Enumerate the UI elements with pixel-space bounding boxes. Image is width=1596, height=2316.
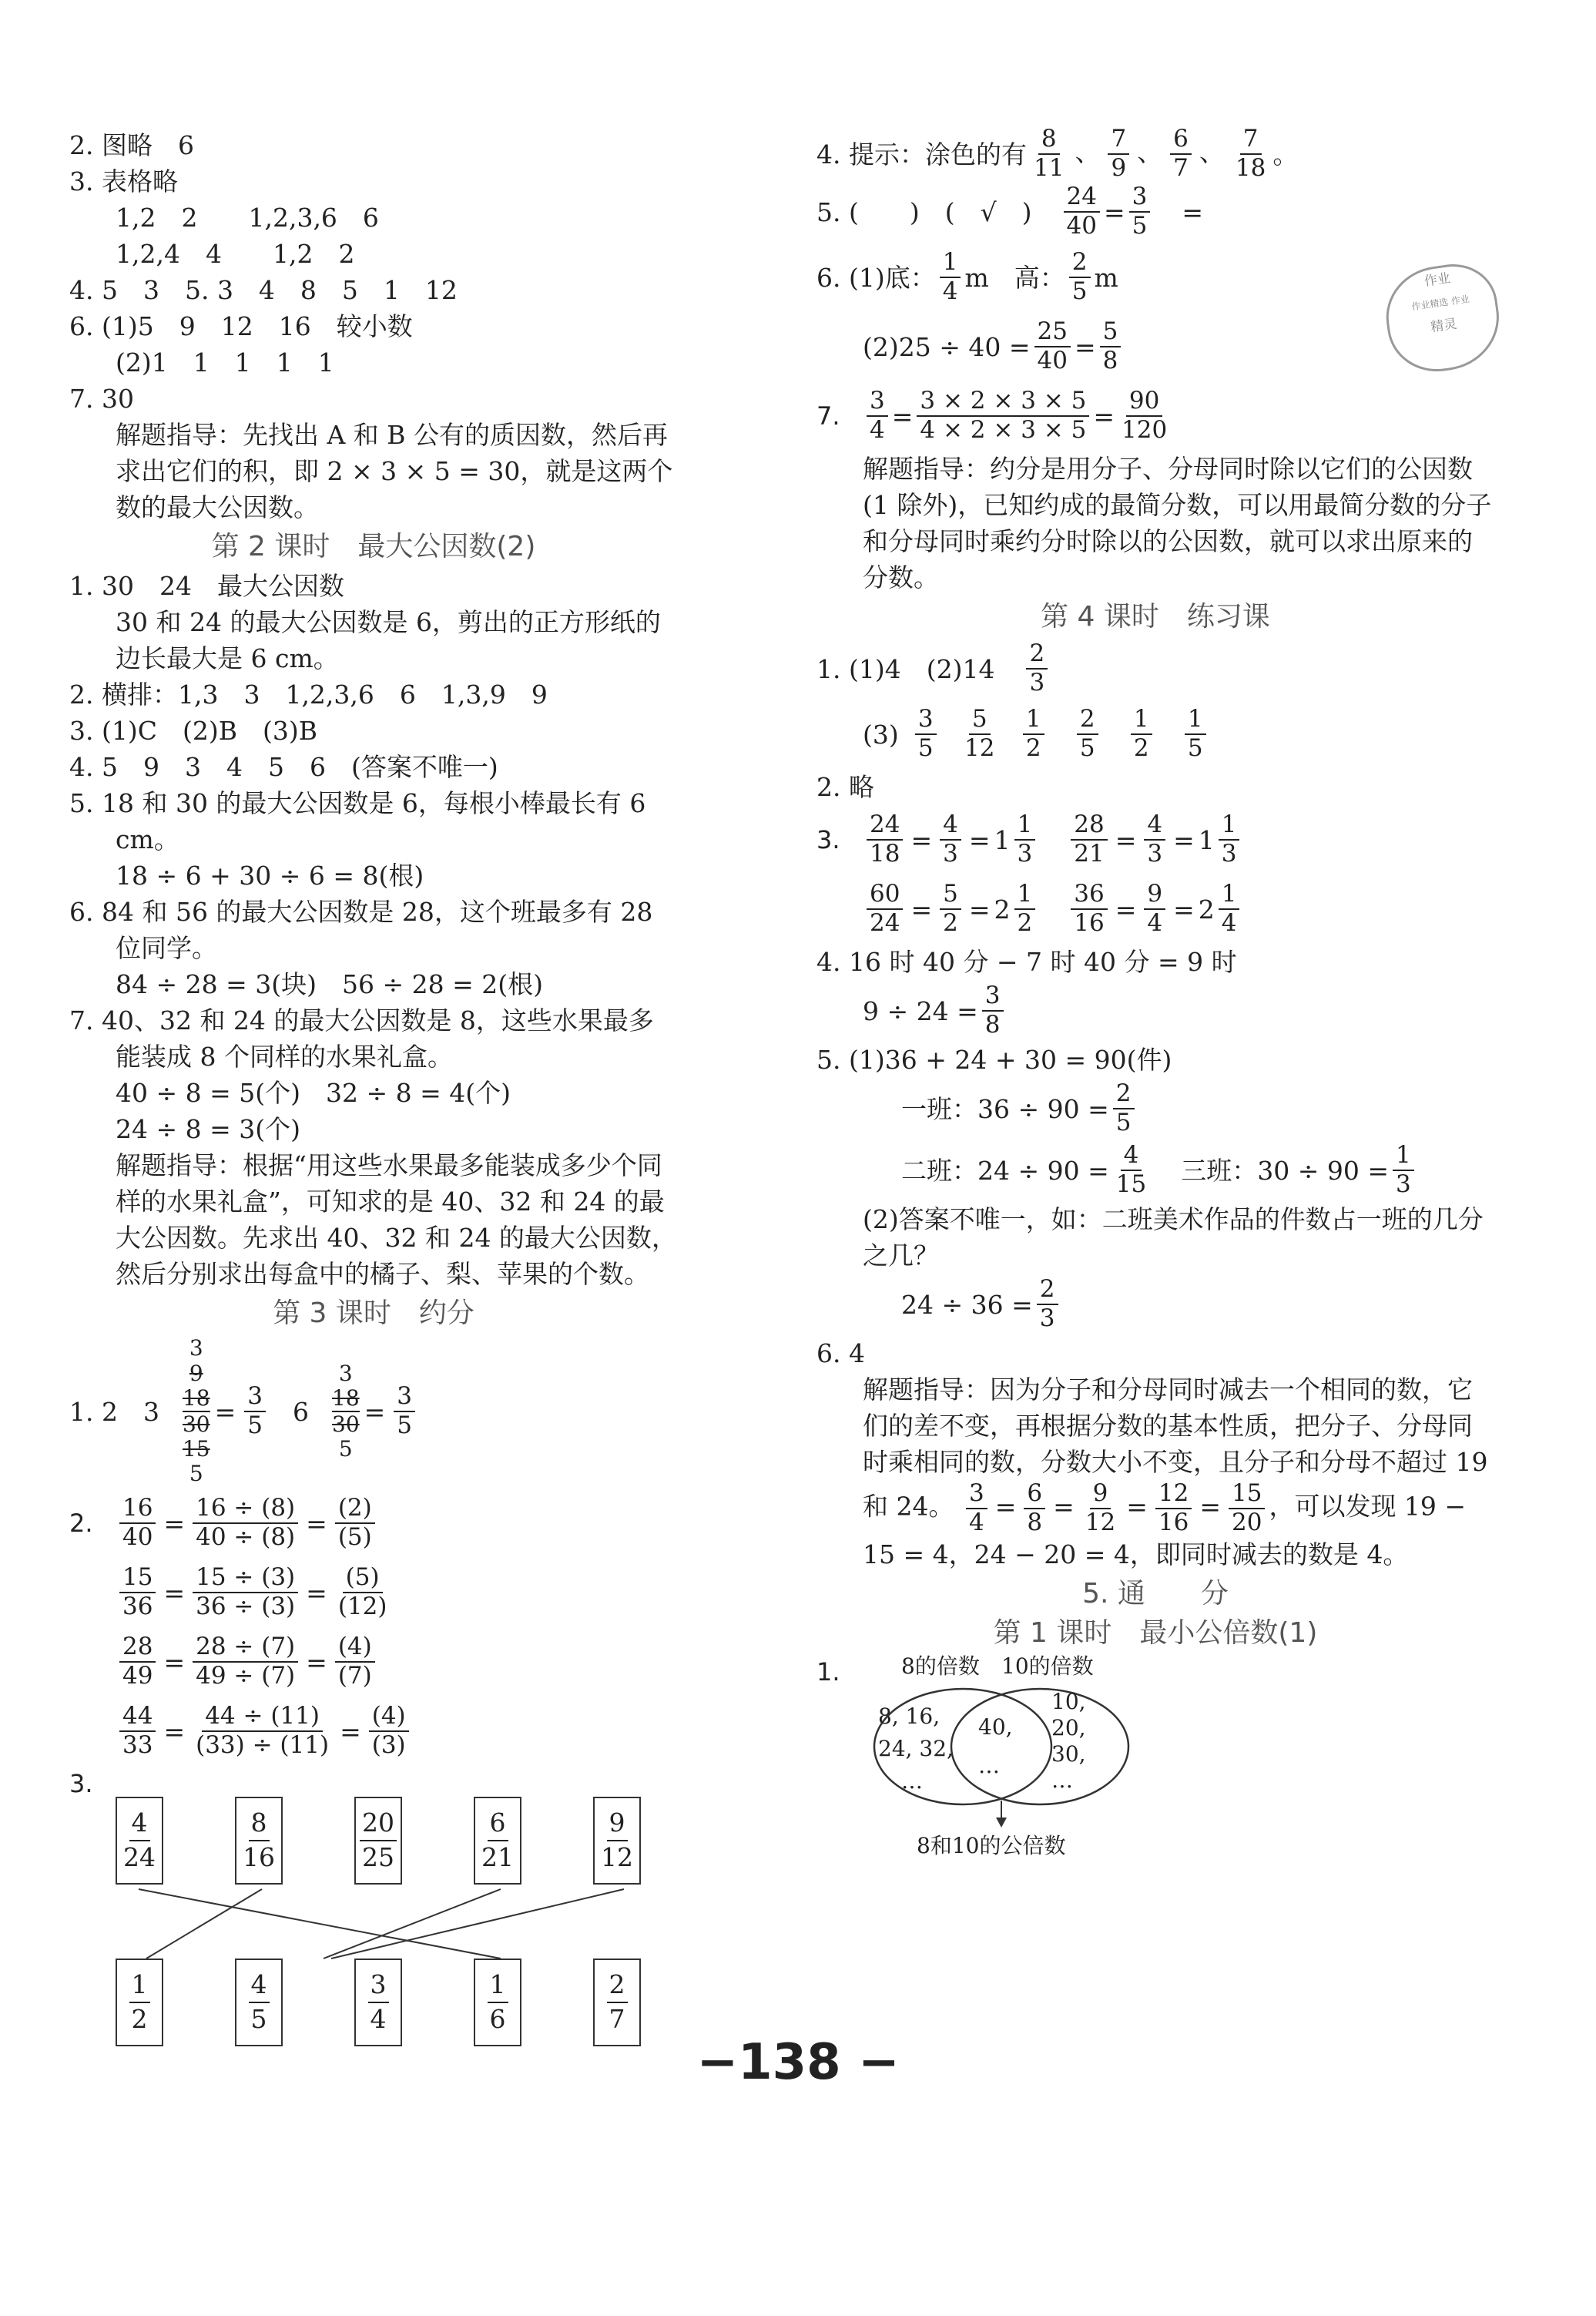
reduce-row: $\frac{15}{36}$ = $\frac{15 \div (3)}{36 \div (3)}$ = $\frac{(5)}{(12)}$ <box>69 1558 678 1627</box>
right-column <box>816 125 1494 1859</box>
venn-label: 10的倍数 <box>1001 1653 1094 1680</box>
fraction: $\frac{24}{40}$ <box>1064 183 1100 240</box>
fraction: $\frac{28}{49}$ <box>119 1633 156 1690</box>
small-number: 30 <box>182 1411 210 1437</box>
fraction: $\frac{1}{3}$ <box>1219 811 1240 868</box>
section-heading: 第 3 课时 约分 <box>273 1297 474 1329</box>
answer-line: 6. 4 <box>816 1338 865 1368</box>
answer-line: 40 ÷ 8 = 5(个) 32 ÷ 8 = 4(个) <box>116 1078 511 1108</box>
fraction: $\frac{1}{2}$ <box>1131 706 1152 762</box>
small-number: 5 <box>189 1461 203 1487</box>
answer-line: 18 ÷ 6 + 30 ÷ 6 = 8(根) <box>116 861 424 891</box>
fraction: $\frac{2}{5}$ <box>1077 706 1098 762</box>
answer-line: 30 和 24 的最大公因数是 6，剪出的正方形纸的边长最大是 6 cm。 <box>116 607 661 673</box>
answer-line: 3. 表格略 <box>69 166 178 196</box>
answer-line: 1,2,4 4 1,2 2 <box>116 239 355 269</box>
reduce-row: $\frac{44}{33}$ = $\frac{44 \div (11)}{(33) \div (11)}$ = $\frac{(4)}{(3)}$ <box>69 1697 678 1766</box>
fraction: $\frac{16 \div (8)}{40 \div (8)}$ <box>193 1495 298 1551</box>
answer-line: 5. 18 和 30 的最大公因数是 6，每根小棒最长有 6 cm。 <box>69 788 646 854</box>
answer-line: 6. 84 和 56 的最大公因数是 28，这个班最多有 28 位同学。 <box>69 897 653 963</box>
fraction: $\frac{(5)}{(12)}$ <box>337 1563 387 1620</box>
stamp-logo: 作业 作业精选 作业 精灵 <box>1380 259 1506 378</box>
answer-line: 3. (1)C (2)B (3)B <box>69 716 317 746</box>
fraction: $\frac{6}{8}$ <box>1024 1480 1045 1536</box>
reduce-row: 2. $\frac{16}{40}$ = $\frac{16 \div (8)}{40 \div (8)}$ = $\frac{(2)}{(5)}$ <box>69 1489 678 1558</box>
answer-line: 3. $\frac{24}{18}$ = $\frac{4}{3}$ = 1 $\frac{1}{3}$ $\frac{28}{21}$ = $\frac{4}{3}$ = 1 $\frac{1}{3}$ <box>816 805 1494 874</box>
fraction-list <box>899 706 1222 762</box>
page-number: −138 − <box>696 2034 900 2091</box>
fraction: $\frac{44}{33}$ <box>119 1703 156 1759</box>
answer-line: 4. 5 9 3 4 5 6 (答案不唯一) <box>69 752 498 782</box>
fraction-card: 9 12 <box>593 1797 641 1885</box>
answer-line: 5. ( ) ( √ ) $\frac{24}{40}$ = $\frac{3}{5}$ = <box>816 183 1204 240</box>
fraction: $\frac{5}{12}$ <box>964 705 995 762</box>
answer-line: 4. 提示：涂色的有 $\frac{8}{11}$ 、 $\frac{7}{9}$ 、 $\frac{6}{7}$ 、 $\frac{7}{18}$ 。 <box>816 125 1299 182</box>
fraction: $\frac{12}{16}$ <box>1155 1480 1192 1536</box>
question-number: 3. <box>69 1769 93 1798</box>
fraction-card: 1 6 <box>474 1959 521 2046</box>
answer-line: 24 ÷ 36 = $\frac{2}{3}$ <box>816 1274 1494 1335</box>
fraction: $\frac{9}{12}$ <box>1085 1479 1116 1536</box>
fraction: $\frac{24}{18}$ <box>867 811 903 868</box>
section-heading: 第 4 课时 练习课 <box>1041 601 1270 633</box>
fraction: $\frac{1}{2}$ <box>1014 881 1036 937</box>
fraction: $\frac{44 \div (11)}{(33) \div (11)}$ <box>196 1702 330 1759</box>
fraction-card: 3 4 <box>354 1959 402 2046</box>
fraction-card: 1 2 <box>116 1959 163 2046</box>
venn-label: 8的倍数 <box>901 1653 980 1680</box>
small-number: 18 <box>183 1386 210 1412</box>
answer-line: (2)答案不唯一，如：二班美术作品的件数占一班的几分之几？ <box>863 1204 1484 1270</box>
section-heading: 第 1 课时 最小公倍数(1) <box>993 1617 1318 1650</box>
answer-line: 4. 16 时 40 分 − 7 时 40 分 = 9 时 <box>816 947 1237 977</box>
small-number: 9 <box>189 1360 203 1386</box>
fraction: $\frac{1}{5}$ <box>1185 706 1206 762</box>
fraction: $\frac{1}{2}$ <box>1023 706 1044 762</box>
fraction-card: 6 21 <box>474 1797 521 1885</box>
hint-paragraph: 解题指导：根据“用这些水果最多能装成多少个同样的水果礼盒”，可知求的是 40、32 和 24 的最大公因数。先求出 40、32 和 24 的最大公因数，然后分别求出每盒中的橘子、梨、苹果的个数。 <box>116 1150 677 1289</box>
venn-right-set: 10, 20, 30, … <box>1051 1689 1086 1794</box>
venn-bottom-label: 8和10的公倍数 <box>917 1833 1066 1859</box>
answer-text: 6 <box>293 1396 309 1427</box>
fraction: $\frac{9}{4}$ <box>1144 881 1165 937</box>
answer-line: 一班：36 ÷ 90 = $\frac{2}{5}$ <box>816 1078 1494 1140</box>
fraction: $\frac{2}{5}$ <box>1113 1080 1135 1136</box>
answer-line: 2. 略 <box>816 772 874 802</box>
answer-line: 6. (1)底： $\frac{1}{4}$ m 高： $\frac{2}{5}$ m <box>816 248 1118 305</box>
fraction-card: 4 24 <box>116 1797 163 1885</box>
fraction: $\frac{5}{2}$ <box>940 881 961 937</box>
fraction: $\frac{28 \div (7)}{49 \div (7)}$ <box>193 1633 298 1690</box>
fraction: $\frac{3}{4}$ <box>966 1480 987 1536</box>
cross-out-fraction <box>183 1336 210 1486</box>
fraction: $\frac{(2)}{(5)}$ <box>335 1495 375 1551</box>
fraction: $\frac{2}{5}$ <box>1069 249 1091 305</box>
fraction: $\frac{90}{120}$ <box>1122 387 1168 444</box>
fraction: $\frac{16}{40}$ <box>119 1495 156 1551</box>
answer-line: 7. 30 <box>69 384 134 414</box>
answer-line: (2)1 1 1 1 1 <box>116 347 334 378</box>
fraction: $\frac{3 \times 2 \times 3 \times 5}{4 \times 2 \times 3 \times 5}$ <box>917 388 1089 444</box>
cross-out-fraction <box>332 1361 360 1462</box>
fraction: $\frac{3}{8}$ <box>982 982 1004 1039</box>
answer-line: 6. (1)5 9 12 16 较小数 <box>69 311 413 341</box>
fraction: $\frac{1}{4}$ <box>1219 881 1240 937</box>
answer-line: 24 ÷ 8 = 3(个) <box>116 1114 300 1144</box>
answer-text: 1. 2 3 <box>69 1396 159 1427</box>
answer-line: 1,2 2 1,2,3,6 6 <box>116 203 379 233</box>
fraction: $\frac{(4)}{(7)}$ <box>335 1633 375 1690</box>
fraction: $\frac{60}{24}$ <box>867 881 903 937</box>
fraction: $\frac{2}{3}$ <box>1026 640 1048 696</box>
fraction-card: 4 5 <box>235 1959 283 2046</box>
reduce-row: $\frac{28}{49}$ = $\frac{28 \div (7)}{49 \div (7)}$ = $\frac{(4)}{(7)}$ <box>69 1627 678 1697</box>
fraction: $\frac{3}{5}$ <box>1129 183 1151 240</box>
answer-line: 9 ÷ 24 = $\frac{3}{8}$ <box>816 980 1494 1042</box>
fraction: $\frac{3}{4}$ <box>867 388 888 444</box>
left-column <box>69 127 678 2059</box>
fraction: $\frac{8}{11}$ <box>1033 125 1065 182</box>
fraction: $\frac{15}{20}$ <box>1229 1480 1265 1536</box>
venn-question-1 <box>816 1653 1494 1859</box>
section-heading: 第 2 课时 最大公因数(2) <box>211 531 536 562</box>
fraction: $\frac{7}{9}$ <box>1108 126 1129 182</box>
matching-question-3 <box>69 1766 678 2059</box>
fraction: $\frac{36}{16}$ <box>1071 881 1107 937</box>
small-number: 30 <box>332 1411 360 1437</box>
fraction: $\frac{2}{3}$ <box>1037 1276 1058 1332</box>
fraction: $\frac{7}{18}$ <box>1235 125 1266 182</box>
small-number: 15 <box>182 1436 210 1462</box>
fraction: $\frac{(4)}{(3)}$ <box>369 1703 409 1759</box>
fraction: $\frac{3}{5}$ <box>244 1383 266 1439</box>
fraction: $\frac{1}{3}$ <box>1393 1142 1414 1198</box>
reduce-question-1: 1. 2 3 3 9 18 30 15 5 = $\frac{3}{5}$ 6 3 18 30 5 = $\frac{3}{5}$ <box>69 1334 678 1489</box>
fraction: $\frac{28}{21}$ <box>1071 811 1107 868</box>
question-number: 1. <box>816 1657 840 1687</box>
answer-line: 4. 5 3 5. 3 4 8 5 1 12 <box>69 275 458 305</box>
fraction-card: 2 7 <box>593 1959 641 2046</box>
answer-line: 7. 40、32 和 24 的最大公因数是 8，这些水果最多能装成 8 个同样的水果礼盒。 <box>69 1005 654 1072</box>
hint-paragraph: 解题指导：先找出 A 和 B 公有的质因数，然后再求出它们的积，即 2 × 3 × 5 = 30，就是这两个数的最大公因数。 <box>116 420 673 522</box>
fraction-card: 8 16 <box>235 1797 283 1885</box>
answer-line: 7. $\frac{3}{4}$ = $\frac{3 \times 2 \times 3 \times 5}{4 \times 2 \times 3 \times 5}$ = $\frac{90}{120}$ <box>816 381 1494 451</box>
fraction: $\frac{15}{36}$ <box>119 1564 156 1620</box>
small-number: 18 <box>332 1386 360 1412</box>
reduce-question-2 <box>69 1489 678 1766</box>
answer-line: (2)25 ÷ 40 = $\frac{25}{40}$ = $\frac{5}{8}$ <box>816 312 1494 381</box>
answer-line: 2. 横排：1,3 3 1,2,3,6 6 1,3,9 9 <box>69 680 548 710</box>
answer-line: 二班：24 ÷ 90 = $\frac{4}{15}$ 三班：30 ÷ 90 = $\frac{1}{3}$ <box>816 1140 1494 1201</box>
fraction: $\frac{3}{5}$ <box>394 1383 415 1439</box>
venn-arrow-head <box>996 1818 1007 1828</box>
fraction: $\frac{15 \div (3)}{36 \div (3)}$ <box>193 1564 298 1620</box>
answer-line: 5. (1)36 + 24 + 30 = 90(件) <box>816 1045 1172 1075</box>
fraction: $\frac{3}{5}$ <box>915 706 937 762</box>
fraction-card: 20 25 <box>354 1797 402 1885</box>
fraction: $\frac{6}{7}$ <box>1170 126 1192 182</box>
fraction: $\frac{25}{40}$ <box>1034 318 1071 374</box>
mixed-number-question-3 <box>816 805 1494 944</box>
fraction: $\frac{4}{3}$ <box>1144 811 1165 868</box>
fraction: $\frac{1}{3}$ <box>1014 811 1036 868</box>
answer-line: 1. 30 24 最大公因数 <box>69 571 344 601</box>
answer-line: 1. (1)4 (2)14 $\frac{2}{3}$ <box>816 638 1494 700</box>
fraction: $\frac{4}{3}$ <box>940 811 961 868</box>
answer-line: (3) $\frac{3}{5}$ $\frac{5}{12}$ $\frac{1}{2}$ $\frac{2}{5}$ $\frac{1}{2}$ $\frac{1}{5}$ <box>816 700 1494 769</box>
fraction: $\frac{1}{4}$ <box>940 249 961 305</box>
hint-paragraph: 解题指导：因为分子和分母同时减去一个相同的数，它们的差不变，再根据分数的基本性质，把分子、分母同时乘相同的数，分数大小不变，且分子和分母不超过 19 和 24。 $\frac{3}{4}$ = $\frac{6}{8}$ = $\frac{9}{12}$ = $\frac{12}{16}$ = $\frac{15}{20}$ ，可以发现 19 − 15 = 4，24 − 20 = 4，即同时减去的数是 4。 <box>863 1374 1488 1570</box>
venn-left-set: 8, 16, 24, 32, … <box>878 1703 954 1794</box>
hint-paragraph: 解题指导：约分是用分子、分母同时除以它们的公因数(1 除外)，已知约成的最简分数，可以用最简分数的分子和分母同时乘约分时除以的公因数，就可以求出原来的分数。 <box>863 454 1492 592</box>
small-number: 5 <box>338 1436 353 1462</box>
fraction: $\frac{4}{15}$ <box>1115 1141 1147 1198</box>
venn-common-set: 40, … <box>978 1714 1013 1779</box>
small-number: 3 <box>338 1360 353 1386</box>
fraction-chain: $\frac{3}{4}$ = $\frac{6}{8}$ = $\frac{9}{12}$ = $\frac{12}{16}$ = $\frac{15}{20}$ <box>962 1492 1269 1522</box>
answer-line: 84 ÷ 28 = 3(块) 56 ÷ 28 = 2(根) <box>116 969 543 999</box>
small-number: 3 <box>189 1335 203 1361</box>
fraction: $\frac{5}{8}$ <box>1100 318 1122 374</box>
fraction-list: $\frac{8}{11}$ 、 $\frac{7}{9}$ 、 $\frac{6}{7}$ 、 $\frac{7}{18}$ <box>1027 126 1272 182</box>
answer-line: $\frac{60}{24}$ = $\frac{5}{2}$ = 2 $\frac{1}{2}$ $\frac{36}{16}$ = $\frac{9}{4}$ = 2 $\frac{1}{4}$ <box>816 874 1494 944</box>
unit-heading: 5. 通 分 <box>1082 1578 1229 1610</box>
answer-line: 2. 图略 6 <box>69 130 194 160</box>
